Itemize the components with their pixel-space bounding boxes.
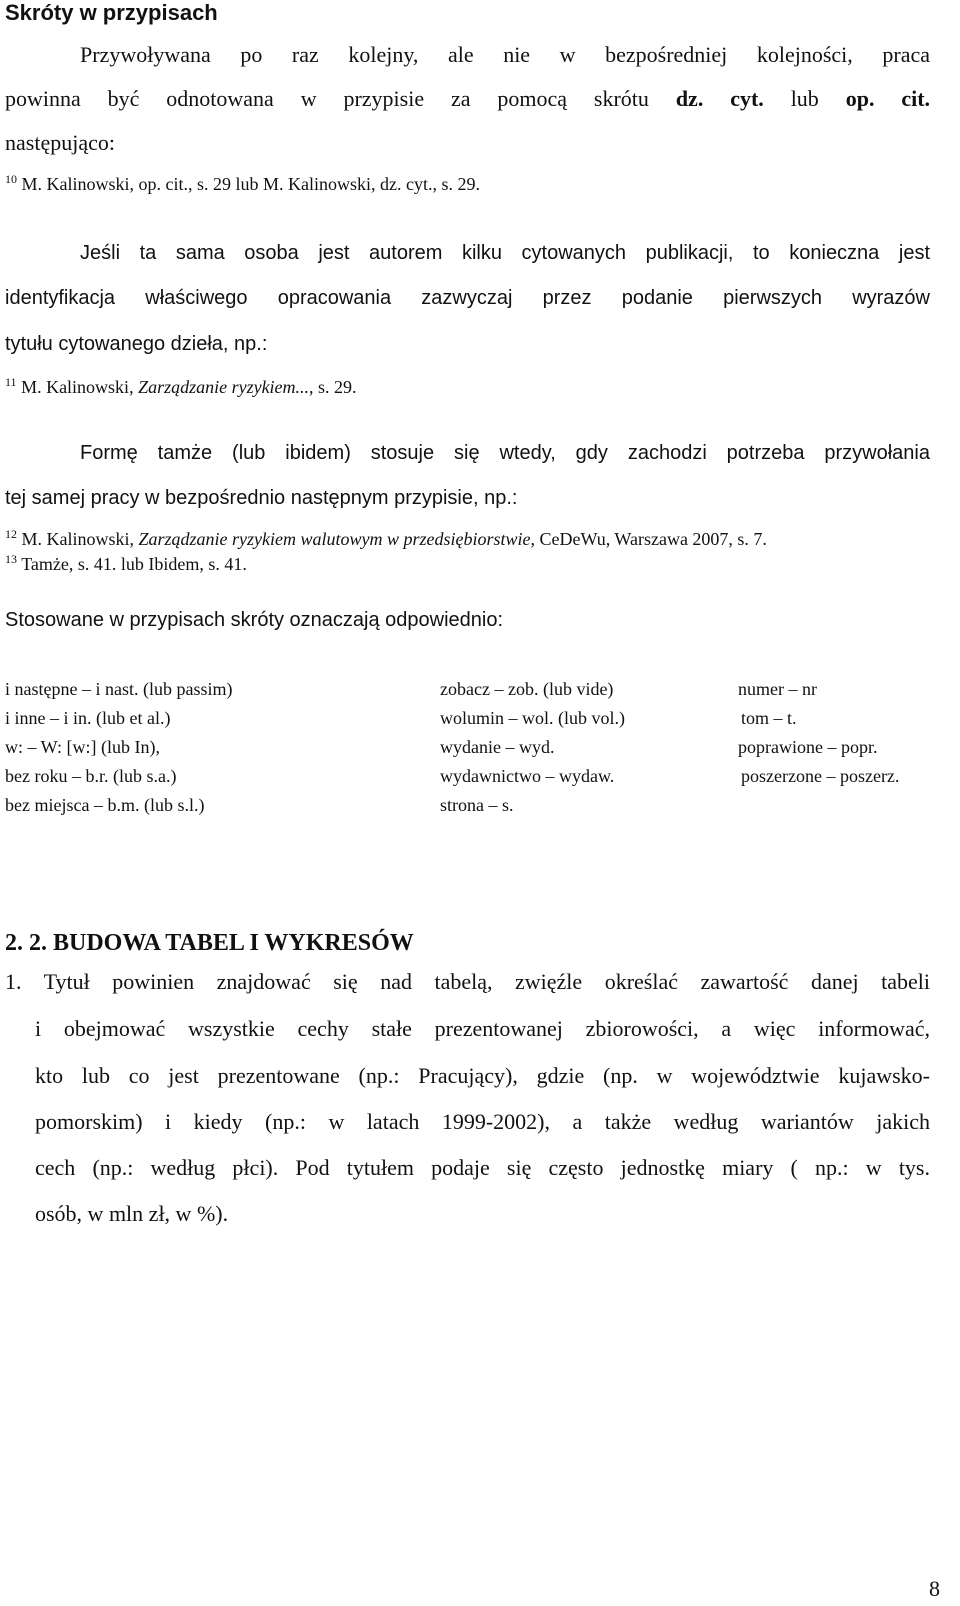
- section-title: 2. 2. BUDOWA TABEL I WYKRESÓW: [5, 930, 414, 956]
- abbr-col2-item-5: strona – s.: [440, 795, 514, 815]
- footnote-number: 10: [5, 172, 17, 186]
- footnote-page: , s. 29.: [309, 377, 357, 397]
- abbr-col2-item-4: wydawnictwo – wydaw.: [440, 766, 615, 786]
- footnote-number: 13: [5, 552, 17, 566]
- footnote-text: Tamże, s. 41. lub Ibidem, s. 41.: [21, 554, 247, 574]
- footnote-author: M. Kalinowski,: [21, 377, 134, 397]
- paragraph-1-line-3: następująco:: [5, 130, 115, 155]
- abbreviations-intro: Stosowane w przypisach skróty oznaczają odpowiednio:: [5, 609, 504, 631]
- paragraph-2-line-1: Jeśli ta sama osoba jest autorem kilku cytowanych publikacji, to konieczna jest: [80, 242, 930, 264]
- footnote-text: M. Kalinowski, op. cit., s. 29 lub M. Kalinowski, dz. cyt., s. 29.: [21, 174, 480, 194]
- item-1-line-5: cech (np.: według płci). Pod tytułem podaje się często jednostkę miary ( np.: w tys.: [35, 1155, 930, 1180]
- footnote-title: Zarządzanie ryzykiem walutowym w przedsiębiorstwie: [138, 529, 531, 549]
- paragraph-3-line-1: Formę tamże (lub ibidem) stosuje się wtedy, gdy zachodzi potrzeba przywołania: [80, 442, 930, 464]
- abbr-col2-item-2: wolumin – wol. (lub vol.): [440, 708, 625, 728]
- footnote-author: M. Kalinowski,: [21, 529, 134, 549]
- item-1-line-6: osób, w mln zł, w %).: [35, 1201, 229, 1226]
- paragraph-1-line-1: Przywoływana po raz kolejny, ale nie w bezpośredniej kolejności, praca: [80, 42, 930, 67]
- item-1-line-2: i obejmować wszystkie cechy stałe prezentowanej zbiorowości, a więc informować,: [35, 1016, 930, 1041]
- abbr-op-cit: op. cit.: [845, 86, 931, 111]
- text: powinna być odnotowana w przypisie za pomocą skrótu: [5, 86, 649, 111]
- section-heading: Skróty w przypisach: [5, 0, 218, 25]
- footnote-11: [5, 377, 357, 398]
- paragraph-2-line-3: tytułu cytowanego dzieła, np.:: [5, 333, 268, 355]
- item-1-line-3: kto lub co jest prezentowane (np.: Pracujący), gdzie (np. w województwie kujawsko-: [35, 1063, 930, 1088]
- abbr-col3-item-4: poszerzone – poszerz.: [741, 766, 900, 786]
- text: lub: [790, 86, 819, 111]
- paragraph-1-line-2: [5, 86, 930, 112]
- item-1-line-4: pomorskim) i kiedy (np.: w latach 1999-2002), a także według wariantów jakich: [35, 1109, 930, 1134]
- abbr-col3-item-3: poprawione – popr.: [738, 737, 878, 757]
- abbr-col1-item-2: i inne – i in. (lub et al.): [5, 708, 171, 728]
- abbr-col2-item-1: zobacz – zob. (lub vide): [440, 679, 614, 699]
- footnote-title: Zarządzanie ryzykiem...: [138, 377, 310, 397]
- footnote-number: 11: [5, 375, 17, 389]
- footnote-number: 12: [5, 527, 17, 541]
- abbr-col3-item-1: numer – nr: [738, 679, 817, 699]
- abbr-col1-item-5: bez miejsca – b.m. (lub s.l.): [5, 795, 205, 815]
- page-number: 8: [929, 1576, 940, 1601]
- abbr-col1-item-1: i następne – i nast. (lub passim): [5, 679, 233, 699]
- paragraph-2-line-2: identyfikacja właściwego opracowania zazwyczaj przez podanie pierwszych wyrazów: [5, 287, 930, 309]
- abbr-dz-cyt: dz. cyt.: [675, 86, 764, 111]
- abbr-col1-item-3: w: – W: [w:] (lub In),: [5, 737, 160, 757]
- abbr-col3-item-2: tom – t.: [741, 708, 797, 728]
- footnote-13: [5, 554, 247, 575]
- abbr-col1-item-4: bez roku – b.r. (lub s.a.): [5, 766, 177, 786]
- footnote-publisher: , CeDeWu, Warszawa 2007, s. 7.: [530, 529, 767, 549]
- abbr-col2-item-3: wydanie – wyd.: [440, 737, 555, 757]
- footnote-12: [5, 529, 767, 550]
- item-1-line-1: 1. Tytuł powinien znajdować się nad tabelą, zwięźle określać zawartość danej tabeli: [5, 969, 930, 994]
- footnote-10: [5, 174, 480, 195]
- paragraph-3-line-2: tej samej pracy w bezpośrednio następnym przypisie, np.:: [5, 487, 518, 509]
